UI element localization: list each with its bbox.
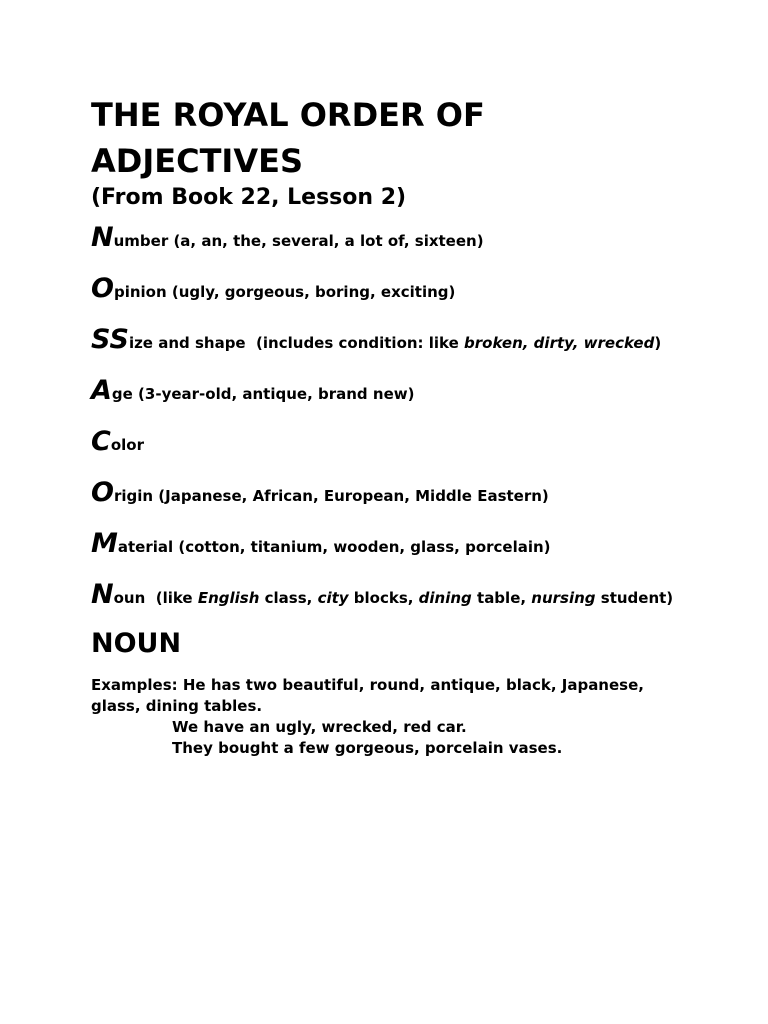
item-desc: (cotton, titanium, wooden, glass, porcelain) <box>173 538 551 556</box>
item-word: ge <box>111 385 133 403</box>
item-initial: N <box>91 222 114 253</box>
item-desc: class, <box>259 589 318 607</box>
example-line: They bought a few gorgeous, porcelain vases. <box>172 739 563 757</box>
item-initial: C <box>91 426 111 457</box>
example-line: Examples: He has two beautiful, round, antique, black, Japanese, glass, dining tables. <box>91 676 644 715</box>
list-item-number <box>91 220 768 256</box>
item-desc-end: ) <box>654 334 662 352</box>
list-item-color <box>91 409 768 460</box>
item-desc: (like <box>145 589 198 607</box>
list-item-size-shape <box>91 307 768 358</box>
noun-heading: NOUN <box>91 628 182 659</box>
item-initial: M <box>91 528 118 559</box>
list-item-origin <box>91 460 768 511</box>
item-desc-italic: broken, dirty, wrecked <box>464 334 655 352</box>
item-word: oun <box>113 589 146 607</box>
item-initial: N <box>91 579 114 610</box>
item-desc: student) <box>595 589 674 607</box>
list-item-noun <box>91 562 768 613</box>
item-desc-italic: English <box>197 589 260 607</box>
item-desc: blocks, <box>348 589 419 607</box>
item-word: olor <box>110 436 144 454</box>
list-item-opinion <box>91 256 768 307</box>
item-initial: A <box>91 375 112 406</box>
item-initial: O <box>91 273 114 304</box>
item-desc: (Japanese, African, European, Middle Eastern) <box>153 487 549 505</box>
item-desc-italic: nursing <box>531 589 596 607</box>
item-word: rigin <box>113 487 154 505</box>
list-item-material <box>91 511 768 562</box>
item-word: umber <box>113 232 169 250</box>
examples-block <box>91 675 691 759</box>
page-subtitle: (From Book 22, Lesson 2) <box>91 185 407 210</box>
item-initial: O <box>91 477 114 508</box>
item-initial: SS <box>91 324 129 355</box>
item-desc: (includes condition: like <box>245 334 465 352</box>
item-desc-italic: dining <box>418 589 472 607</box>
page-title: THE ROYAL ORDER OF ADJECTIVES <box>91 96 485 180</box>
list-item-age <box>91 358 768 409</box>
item-desc: (a, an, the, several, a lot of, sixteen) <box>168 232 484 250</box>
item-desc: (3-year-old, antique, brand new) <box>132 385 415 403</box>
item-desc: table, <box>471 589 532 607</box>
item-desc: (ugly, gorgeous, boring, exciting) <box>166 283 456 301</box>
item-word: pinion <box>113 283 167 301</box>
item-word: aterial <box>117 538 174 556</box>
example-line: We have an ugly, wrecked, red car. <box>172 718 467 736</box>
item-desc-italic: city <box>317 589 349 607</box>
item-word: ize and shape <box>128 334 246 352</box>
